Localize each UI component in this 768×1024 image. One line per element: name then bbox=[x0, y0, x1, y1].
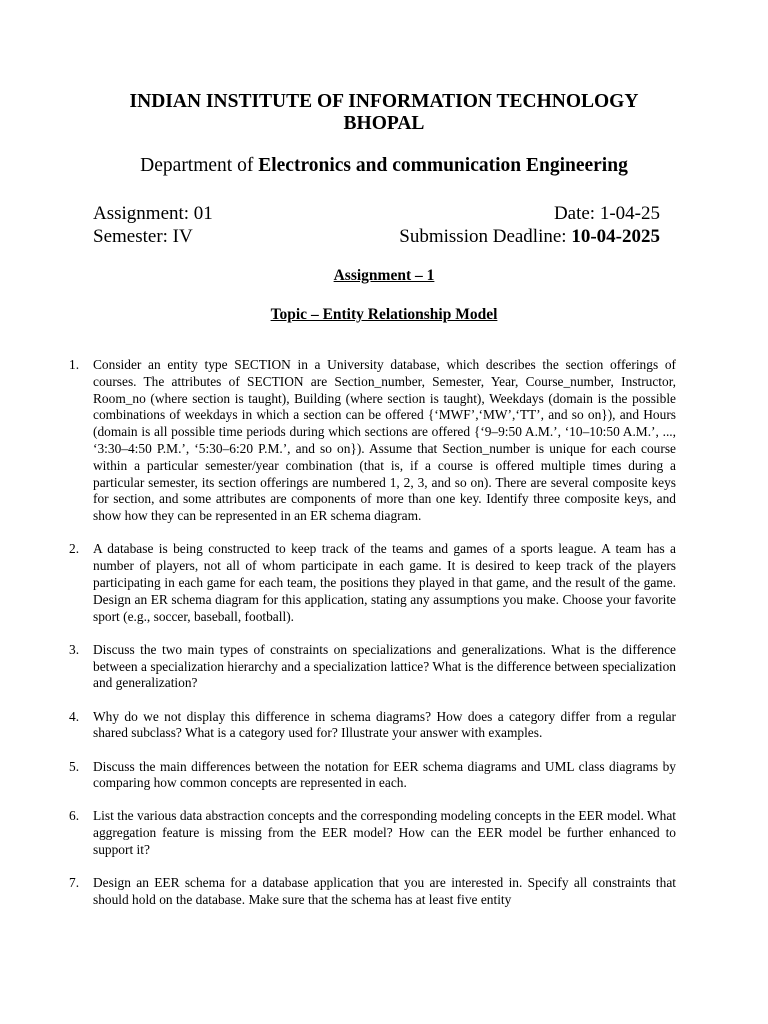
question-text: Discuss the two main types of constraints on specializations and generalizations. What is the difference between a specialization hierarchy and a specialization lattice? What is the difference between specialization and generalization? bbox=[93, 641, 676, 691]
semester: Semester: IV bbox=[93, 226, 193, 247]
question-item bbox=[64, 642, 676, 692]
topic-title: Topic – Entity Relationship Model bbox=[270, 306, 498, 323]
question-number: 5. bbox=[69, 758, 80, 774]
assignment-title: Assignment – 1 bbox=[333, 267, 435, 284]
question-number: 7. bbox=[69, 875, 80, 891]
institute-name-line2: BHOPAL bbox=[343, 113, 425, 134]
question-text: Design an EER schema for a database application that you are interested in. Specify all constraints that should hold on the database. Make sure that the schema has at least five entity bbox=[93, 875, 676, 908]
question-text: A database is being constructed to keep track of the teams and games of a sports league. A team has a number of players, not all of whom participate in each game. It is desired to keep track of the players participating in each game for each team, the positions they played in that game, and the result of the game. Design an ER schema diagram for this application, stating any assumptions you make. Choose your favorite sport (e.g., soccer, baseball, football). bbox=[93, 541, 676, 624]
institute-name-line1: INDIAN INSTITUTE OF INFORMATION TECHNOLOGY bbox=[129, 91, 639, 112]
question-list bbox=[64, 357, 676, 925]
question-number: 4. bbox=[69, 708, 80, 724]
department-line bbox=[0, 154, 768, 178]
question-item bbox=[64, 357, 676, 525]
deadline-value: 10-04-2025 bbox=[571, 226, 660, 247]
question-item bbox=[64, 709, 676, 743]
question-text: Discuss the main differences between the notation for EER schema diagrams and UML class diagrams by comparing how common concepts are represented in each. bbox=[93, 758, 676, 791]
question-number: 3. bbox=[69, 641, 80, 657]
department-prefix: Department of bbox=[140, 155, 259, 176]
question-text: Why do we not display this difference in schema diagrams? How does a category differ from a regular shared subclass? What is a category used for? Illustrate your answer with examples. bbox=[93, 708, 676, 741]
question-item bbox=[64, 759, 676, 793]
deadline-label: Submission Deadline: bbox=[399, 226, 572, 247]
assignment-number: Assignment: 01 bbox=[93, 203, 213, 224]
submission-deadline bbox=[399, 225, 660, 249]
question-text: List the various data abstraction concepts and the corresponding modeling concepts in the EER model. What aggregation feature is missing from the EER model? How can the EER model be further enhanced to support it? bbox=[93, 808, 676, 858]
question-text: Consider an entity type SECTION in a University database, which describes the section offerings of courses. The attributes of SECTION are Section_number, Semester, Year, Course_number, Instructor, Room_no (where section is taught), Building (where section is taught), Weekdays (domain is the possible combinations of weekdays in which a section can be offered {‘MWF’,‘MW’,‘TT’, and so on}), and Hours (domain is all possible time periods during which sections are offered {‘9–9:50 A.M.’, ‘10–10:50 A.M.’, ..., ‘3:30–4:50 P.M.’, ‘5:30–6:20 P.M.’, and so on}). Assume that Section_number is unique for each course within a particular semester/year combination (that is, if a course is offered multiple times during a particular semester, its section offerings are numbered 1, 2, 3, and so on). There are several composite keys for section, and some attributes are components of more than one key. Identify three composite keys, and show how they can be represented in an ER schema diagram. bbox=[93, 357, 676, 524]
question-number: 6. bbox=[69, 808, 80, 824]
assignment-date: Date: 1-04-25 bbox=[553, 203, 660, 224]
question-item bbox=[64, 808, 676, 858]
question-number: 2. bbox=[69, 541, 80, 557]
question-item bbox=[64, 541, 676, 625]
question-number: 1. bbox=[69, 357, 80, 372]
department-name: Electronics and communication Engineering bbox=[258, 155, 628, 176]
question-item bbox=[64, 875, 676, 909]
